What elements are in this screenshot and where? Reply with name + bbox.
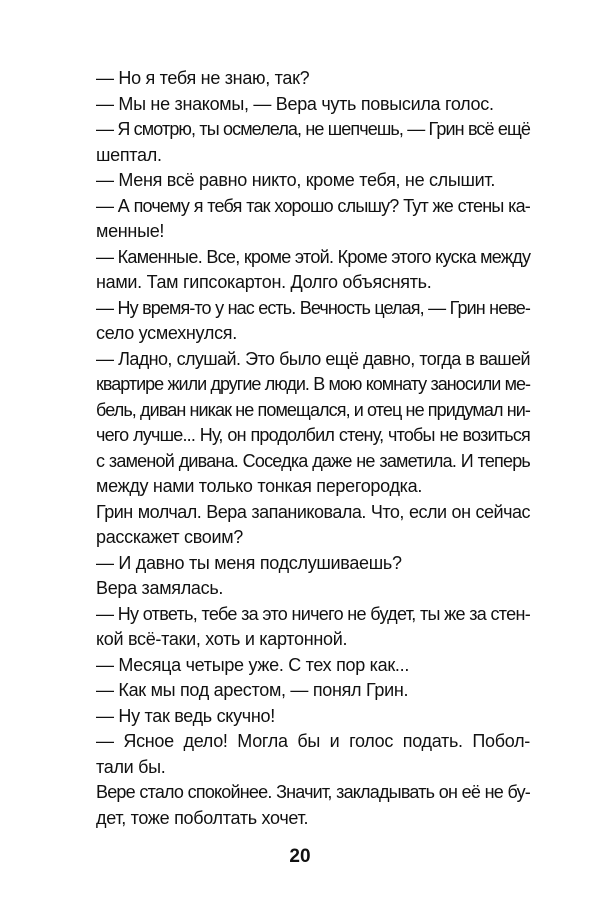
text-line: — И давно ты меня подслушиваешь? (96, 552, 402, 573)
page-number: 20 (289, 846, 311, 867)
text-line: кой всё-таки, хоть и картонной. (96, 629, 348, 649)
text-line: — Ладно, слушай. Это было ещё давно, тогда в вашей (96, 348, 530, 369)
text-line: — Ну время-то у нас есть. Вечность целая, — Грин неве- (96, 297, 530, 318)
text-line: менные! (96, 221, 165, 241)
text-line: дет, тоже поболтать хочет. (96, 807, 309, 828)
text-line: — Ну так ведь скучно! (96, 705, 275, 726)
text-line: — Ясное дело! Могла бы и голос подать. Побол- (96, 731, 530, 751)
text-line: бель, диван никак не помещался, и отец не придумал ни- (96, 399, 530, 420)
text-line: квартире жили другие люди. В мою комнату заносили ме- (96, 374, 530, 394)
text-line: село усмехнулся. (96, 323, 237, 343)
text-line: между нами только тонкая перегородка. (96, 476, 423, 496)
text-line: — Я смотрю, ты осмелела, не шепчешь, — Грин всё ещё (96, 119, 530, 139)
text-line: чего лучше... Ну, он продолбил стену, чтобы не возиться (96, 425, 530, 445)
text-line: Грин молчал. Вера запаниковала. Что, если он сейчас (96, 501, 530, 522)
text-line: — Как мы под арестом, — понял Грин. (96, 680, 409, 700)
text-line: — А почему я тебя так хорошо слышу? Тут же стены ка- (96, 195, 530, 216)
text-line: Вере стало спокойнее. Значит, закладывать он её не бу- (96, 782, 530, 802)
text-line: расскажет своим? (96, 527, 244, 547)
text-line: шептал. (96, 144, 162, 165)
body-text (96, 66, 530, 831)
text-line: Вера замялась. (96, 578, 224, 598)
text-line: тали бы. (96, 756, 166, 777)
text-line: нами. Там гипсокартон. Долго объяснять. (96, 272, 432, 292)
text-line: — Ну ответь, тебе за это ничего не будет, ты же за стен- (96, 603, 530, 624)
text-line: — Но я тебя не знаю, так? (96, 68, 310, 88)
text-line: — Мы не знакомы, — Вера чуть повысила голос. (96, 93, 494, 114)
text-line: с заменой дивана. Соседка даже не заметила. И теперь (96, 450, 530, 471)
text-line: — Меня всё равно никто, кроме тебя, не слышит. (96, 170, 496, 190)
text-line: — Каменные. Все, кроме этой. Кроме этого куска между (96, 246, 531, 267)
text-line: — Месяца четыре уже. С тех пор как... (96, 654, 410, 675)
